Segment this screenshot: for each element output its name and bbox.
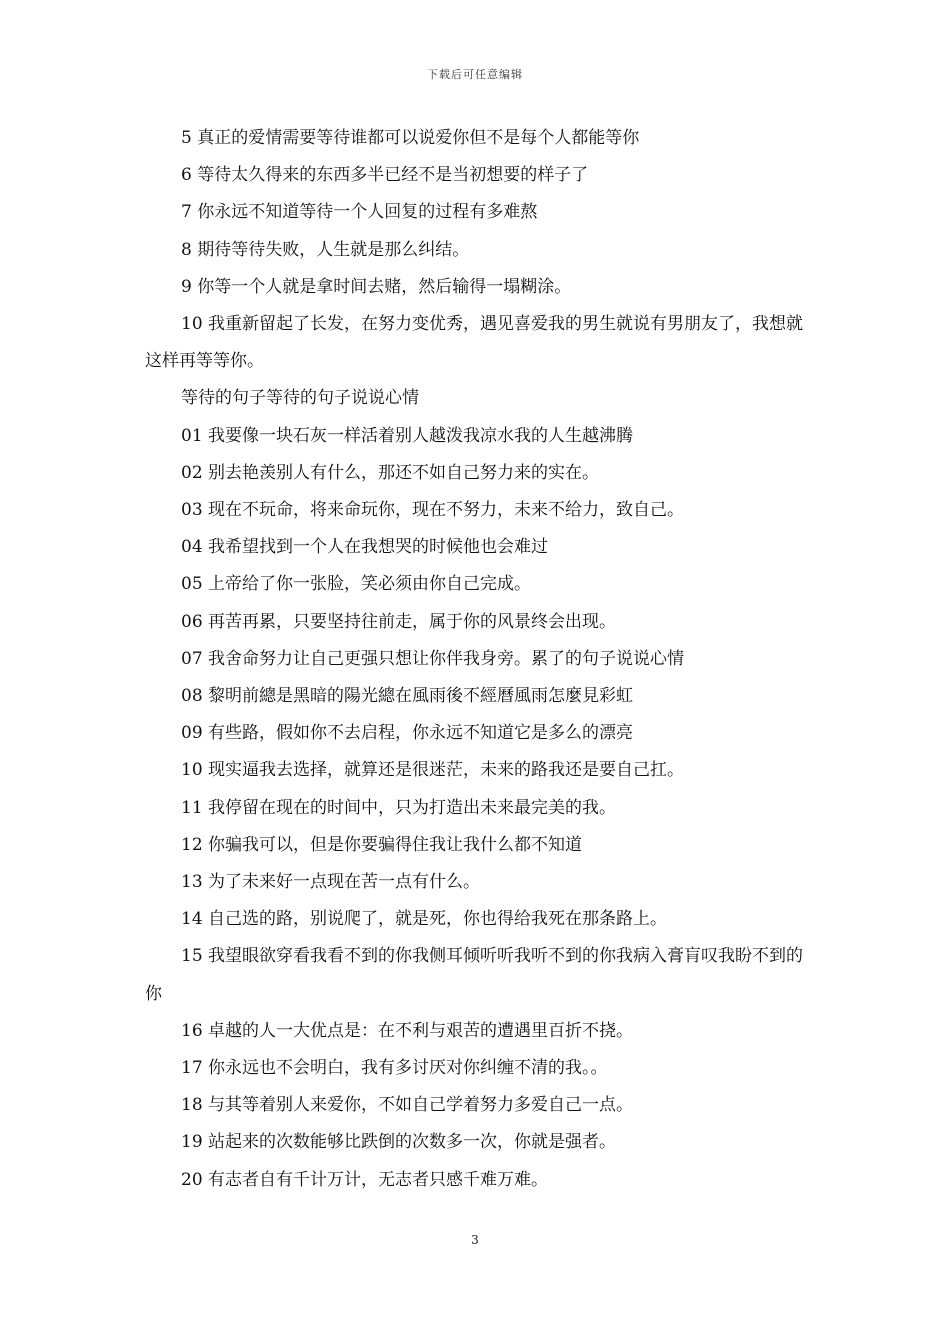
paragraph: 06 再苦再累，只要坚持往前走，属于你的风景终会出现。: [181, 611, 617, 632]
paragraph: 11 我停留在现在的时间中，只为打造出未来最完美的我。: [181, 797, 617, 818]
paragraph: 16 卓越的人一大优点是：在不利与艰苦的遭遇里百折不挠。: [181, 1020, 634, 1041]
paragraph: 12 你骗我可以，但是你要骗得住我让我什么都不知道: [181, 834, 583, 855]
paragraph: 20 有志者自有千计万计，无志者只感千难万难。: [181, 1169, 549, 1190]
page-number: 3: [471, 1233, 479, 1247]
paragraph: 14 自己选的路，别说爬了，就是死，你也得给我死在那条路上。: [181, 909, 668, 930]
section-heading: 等待的句子等待的句子说说心情: [181, 388, 419, 409]
paragraph: 08 黎明前總是黑暗的陽光總在風雨後不經曆風雨怎麼見彩虹: [181, 686, 634, 707]
paragraph: 10 我重新留起了长发，在努力变优秀，遇见喜爱我的男生就说有男朋友了，我想就这样再等等你。: [145, 314, 804, 372]
paragraph: 03 现在不玩命，将来命玩你，现在不努力，未来不给力，致自己。: [181, 500, 685, 521]
paragraph: 6 等待太久得来的东西多半已经不是当初想要的样子了: [181, 165, 589, 186]
paragraph: 02 别去艳羡别人有什么，那还不如自己努力来的实在。: [181, 462, 600, 483]
paragraph: 04 我希望找到一个人在我想哭的时候他也会难过: [181, 537, 549, 558]
paragraph: 8 期待等待失败，人生就是那么纠结。: [181, 239, 470, 260]
page-header: 下载后可任意编辑: [427, 68, 523, 81]
paragraph: 09 有些路，假如你不去启程，你永远不知道它是多么的漂亮: [181, 723, 634, 744]
paragraph: 15 我望眼欲穿看我看不到的你我侧耳倾听听我听不到的你我病入膏肓叹我盼不到的你: [145, 946, 804, 1004]
paragraph: 9 你等一个人就是拿时间去赌，然后输得一塌糊涂。: [181, 276, 572, 297]
paragraph: 5 真正的爱情需要等待谁都可以说爱你但不是每个人都能等你: [181, 128, 640, 148]
paragraph: 10 现实逼我去选择，就算还是很迷茫，未来的路我还是要自己扛。: [181, 760, 685, 781]
paragraph: 07 我舍命努力让自己更强只想让你伴我身旁。累了的句子说说心情: [181, 648, 685, 669]
paragraph: 01 我要像一块石灰一样活着别人越泼我凉水我的人生越沸腾: [181, 425, 634, 446]
paragraph: 18 与其等着别人来爱你，不如自己学着努力多爱自己一点。: [181, 1095, 634, 1116]
paragraph: 19 站起来的次数能够比跌倒的次数多一次，你就是强者。: [181, 1132, 617, 1153]
paragraph: 05 上帝给了你一张脸，笑必须由你自己完成。: [181, 574, 532, 595]
paragraph: 7 你永远不知道等待一个人回复的过程有多难熬: [181, 202, 538, 223]
paragraph: 13 为了未来好一点现在苦一点有什么。: [181, 872, 481, 893]
paragraph: 17 你永远也不会明白，我有多讨厌对你纠缠不清的我。。: [181, 1058, 608, 1079]
document-body: [145, 120, 815, 1199]
